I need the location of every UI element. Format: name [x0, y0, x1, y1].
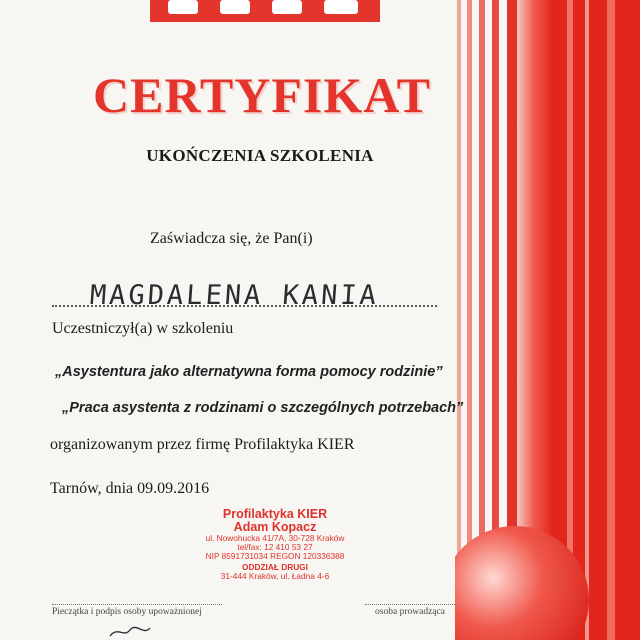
certificate-title: CERTYFIKAT: [93, 67, 431, 123]
participant-name: MAGDALENA KANIA: [88, 280, 380, 311]
signature-caption-authorized: Pieczątka i podpis osoby upoważnionej: [52, 604, 222, 617]
place-date: Tarnów, dnia 09.09.2016: [50, 480, 210, 497]
participant-name-row: [52, 280, 437, 310]
course-title-1: „Asystentura jako alternatywna forma pomocy rodzinie”: [55, 364, 443, 380]
company-logo-fragment: [150, 0, 380, 22]
stamp-company: Profilaktyka KIER: [222, 507, 328, 521]
stamp-address: ul. Nowohucka 41/7A, 30-728 Kraków: [205, 533, 345, 544]
stamp-ids: NIP 8591731034 REGON 120336388: [205, 550, 345, 561]
attest-text: Zaświadcza się, że Pan(i): [150, 230, 313, 247]
certificate-subtitle: UKOŃCZENIA SZKOLENIA: [146, 146, 374, 165]
stamp-branch-address: 31-444 Kraków, ul. Ładna 4-6: [220, 571, 330, 582]
course-title-2: „Praca asystenta z rodzinami o szczególnych potrzebach”: [62, 400, 464, 416]
stamp-phone: tel/fax: 12 410 53 27: [237, 541, 313, 552]
organizer-text: organizowanym przez firmę Profilaktyka KIER: [50, 436, 355, 453]
stamp-owner: Adam Kopacz: [233, 520, 317, 535]
participated-text: Uczestniczył(a) w szkoleniu: [52, 320, 234, 337]
handwritten-signature: [100, 624, 200, 640]
stamp-branch-title: ODDZIAŁ DRUGI: [242, 562, 308, 573]
signature-caption-trainer: osoba prowadząca: [365, 604, 455, 617]
decorative-stripes: [455, 0, 640, 640]
company-stamp: [150, 508, 400, 581]
